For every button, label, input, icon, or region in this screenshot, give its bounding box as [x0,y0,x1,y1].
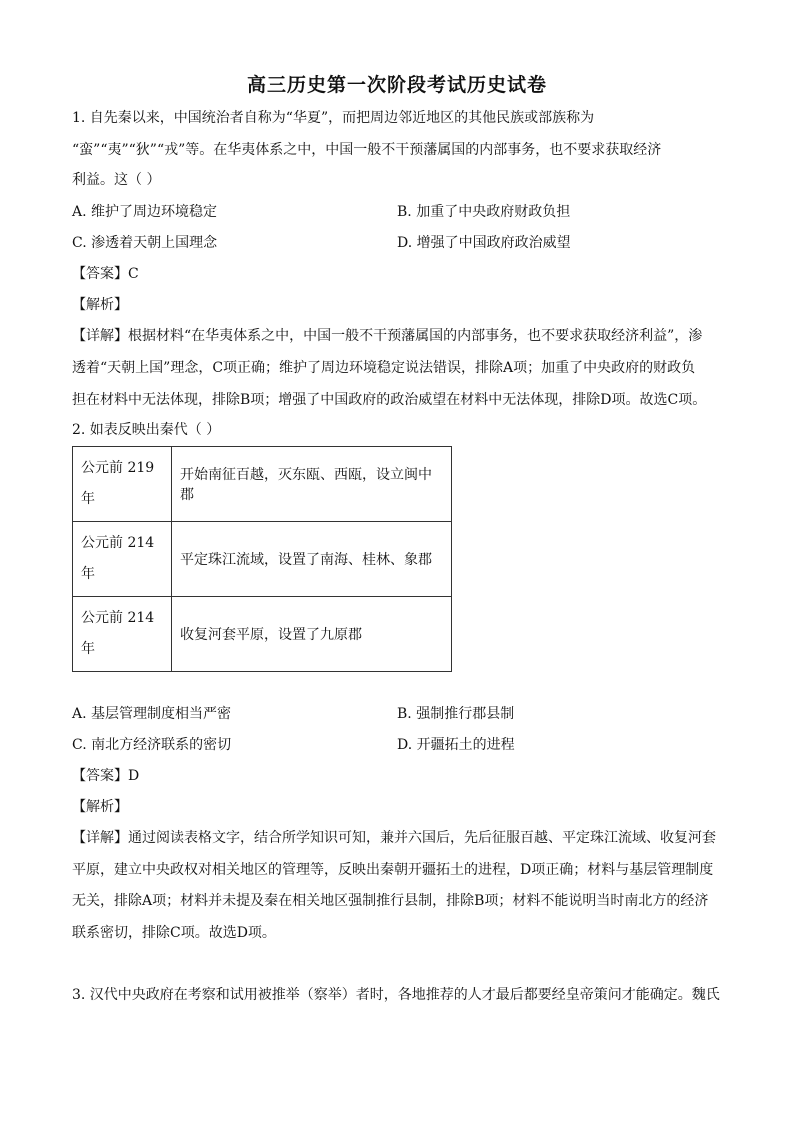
q1-stem-line-3: 利益。这（ ） [72,172,161,188]
q1-detail-line-3: 担在材料中无法体现，排除B项；增强了中国政府的政治威望在材料中无法体现，排除D项。故选C项。 [72,392,707,408]
q1-analysis-label: 【解析】 [72,297,128,313]
table-row [73,447,452,522]
q1-detail-line-1: 【详解】根据材料“在华夷体系之中，中国一般不干预藩属国的内部事务，也不要求获取经济利益”，渗 [72,328,703,344]
q1-answer: 【答案】C [72,266,139,282]
table-row [73,597,452,672]
table-cell-event: 开始南征百越，灭东瓯、西瓯，设立闽中郡 [172,447,452,522]
table-row [73,522,452,597]
q2-answer: 【答案】D [72,768,140,784]
q1-stem-line-1: 1. 自先秦以来，中国统治者自称为“华夏”，而把周边邻近地区的其他民族或部族称为 [72,110,595,126]
q2-stem: 2. 如表反映出秦代（ ） [72,422,221,438]
qin-events-table [72,446,452,672]
q2-detail-line-3: 无关，排除A项；材料并未提及秦在相关地区强制推行县制，排除B项；材料不能说明当时南北方的经济 [72,893,709,909]
table-cell-event: 收复河套平原，设置了九原郡 [172,597,452,672]
q2-detail-line-1: 【详解】通过阅读表格文字，结合所学知识可知，兼并六国后，先后征服百越、平定珠江流域、收复河套 [72,830,716,846]
q2-analysis-label: 【解析】 [72,799,128,815]
q2-detail-line-2: 平原，建立中央政权对相关地区的管理等，反映出秦朝开疆拓土的进程，D项正确；材料与基层管理制度 [72,862,714,878]
q3-stem: 3. 汉代中央政府在考察和试用被推举（察举）者时，各地推荐的人才最后都要经皇帝策问才能确定。魏氏 [72,987,720,1003]
table-cell-year: 公元前 214 年 [73,522,172,597]
q1-option-d: D. 增强了中国政府政治威望 [397,235,571,251]
page-title: 高三历史第一次阶段考试历史试卷 [246,74,547,96]
table-cell-year: 公元前 214 年 [73,597,172,672]
q2-option-d: D. 开疆拓土的进程 [397,737,515,753]
q2-detail-line-4: 联系密切，排除C项。故选D项。 [72,925,276,941]
q1-stem-line-2: “蛮”“夷”“狄”“戎”等。在华夷体系之中，中国一般不干预藩属国的内部事务，也不要求获取经济 [72,142,662,158]
q1-option-b: B. 加重了中央政府财政负担 [397,204,571,220]
q1-detail-line-2: 透着“天朝上国”理念，C项正确；维护了周边环境稳定说法错误，排除A项；加重了中央政府的财政负 [72,360,696,376]
table-cell-event: 平定珠江流域，设置了南海、桂林、象郡 [172,522,452,597]
q2-option-a: A. 基层管理制度相当严密 [72,706,232,722]
table-cell-year: 公元前 219 年 [73,447,172,522]
q1-option-a: A. 维护了周边环境稳定 [72,204,218,220]
q2-option-b: B. 强制推行郡县制 [397,706,515,722]
q1-option-c: C. 渗透着天朝上国理念 [72,235,218,251]
q2-option-c: C. 南北方经济联系的密切 [72,737,232,753]
